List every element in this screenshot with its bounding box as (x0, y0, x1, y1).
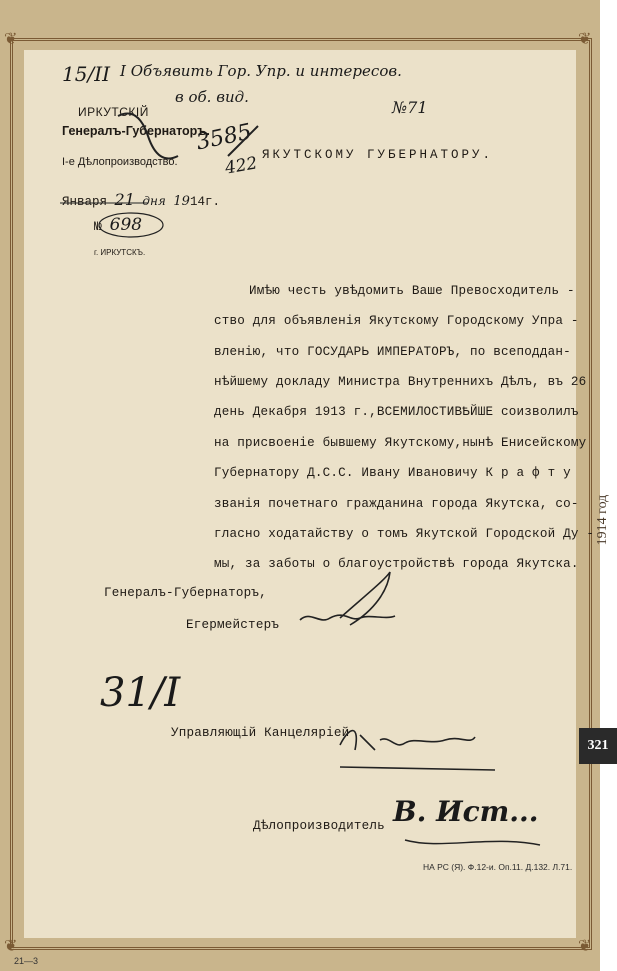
body-line: Губернатору Д.С.С. Ивану Ивановичу К р а ф т у (214, 466, 571, 480)
date-middle: дня (142, 194, 166, 208)
handwritten-incoming-number: 3585 (194, 119, 254, 156)
handwritten-bottom-note: 31/I (100, 670, 181, 716)
body-line: день Декабря 1913 г.,ВСЕМИЛОСТИВѢЙШЕ соизволилъ (214, 405, 579, 419)
footer-code: 21—3 (14, 956, 39, 966)
office-name: ИРКУТСКІЙ (78, 105, 149, 119)
date-year-hand: 19 (173, 194, 190, 209)
handwritten-date-note: 15/II (62, 62, 110, 86)
body-line: гласно ходатайству о томъ Якутской Городской Ду - (214, 527, 595, 541)
year-label (590, 470, 616, 570)
handwritten-resolution-line1: I Объявить Гор. Упр. и интересов. (120, 62, 402, 80)
corner-ornament-icon: ❦ (4, 936, 18, 955)
corner-ornament-icon: ❦ (4, 29, 18, 48)
clerk-signature: В. Ист... (393, 795, 539, 828)
date-year-suffix: 14г. (189, 195, 220, 209)
governor-signature (290, 570, 410, 640)
handwritten-number: №71 (392, 98, 428, 117)
body-line: на присвоеніе бывшему Якутскому,нынѣ Енисейскому (214, 436, 587, 450)
date-day: 21 (114, 190, 135, 209)
body-line: мы, за заботы о благоустройствѣ города Якутска. (214, 557, 579, 571)
handwritten-resolution-line2: в об. вид. (175, 88, 249, 106)
department-label: I-е Дѣлопроизводство. (62, 156, 178, 168)
governor-rank: Егермейстеръ (186, 618, 280, 632)
handwritten-stroke (108, 96, 268, 179)
chancellery-signature (335, 715, 505, 775)
body-line: нѣйшему докладу Министра Внутреннихъ Дѣлъ, въ 26 (214, 375, 587, 389)
corner-ornament-icon: ❦ (578, 29, 592, 48)
body-line: ство для объявленія Якутскому Городскому Упра - (214, 314, 579, 328)
date-underline (60, 200, 150, 206)
clerk-signature-flourish (400, 830, 550, 860)
clerk-label: Дѣлопроизводитель (253, 819, 385, 833)
addressee: ЯКУТСКОМУ ГУБЕРНАТОРУ. (262, 148, 494, 162)
governor-title: Генералъ-Губернаторъ, (104, 586, 267, 600)
body-line: званія почетнаго гражданина города Якутска, со- (214, 497, 579, 511)
body-line: вленію, что ГОСУДАРЬ ИМПЕРАТОРЪ, по всеподдан- (214, 345, 571, 359)
date-prefix: Января (62, 195, 108, 209)
handwritten-incoming-subnumber: 422 (223, 153, 259, 179)
year-text: 1914 год (595, 494, 610, 546)
archive-reference: НА РС (Я). Ф.12-и. Оп.11. Д.132. Л.71. (423, 862, 573, 872)
body-line: Имѣю честь увѣдомить Ваше Превосходитель - (249, 284, 575, 298)
number-sign: № (94, 219, 102, 234)
office-title: Генералъ-Губернаторъ. (62, 124, 210, 138)
number-value: 698 (109, 215, 143, 235)
chancellery-label: Управляющій Канцеляріей (171, 726, 350, 740)
corner-ornament-icon: ❦ (578, 936, 592, 955)
city-label: г. ИРКУТСКЪ. (94, 248, 146, 257)
page-number-tab: 321 (579, 728, 617, 764)
number-oval (96, 210, 166, 240)
